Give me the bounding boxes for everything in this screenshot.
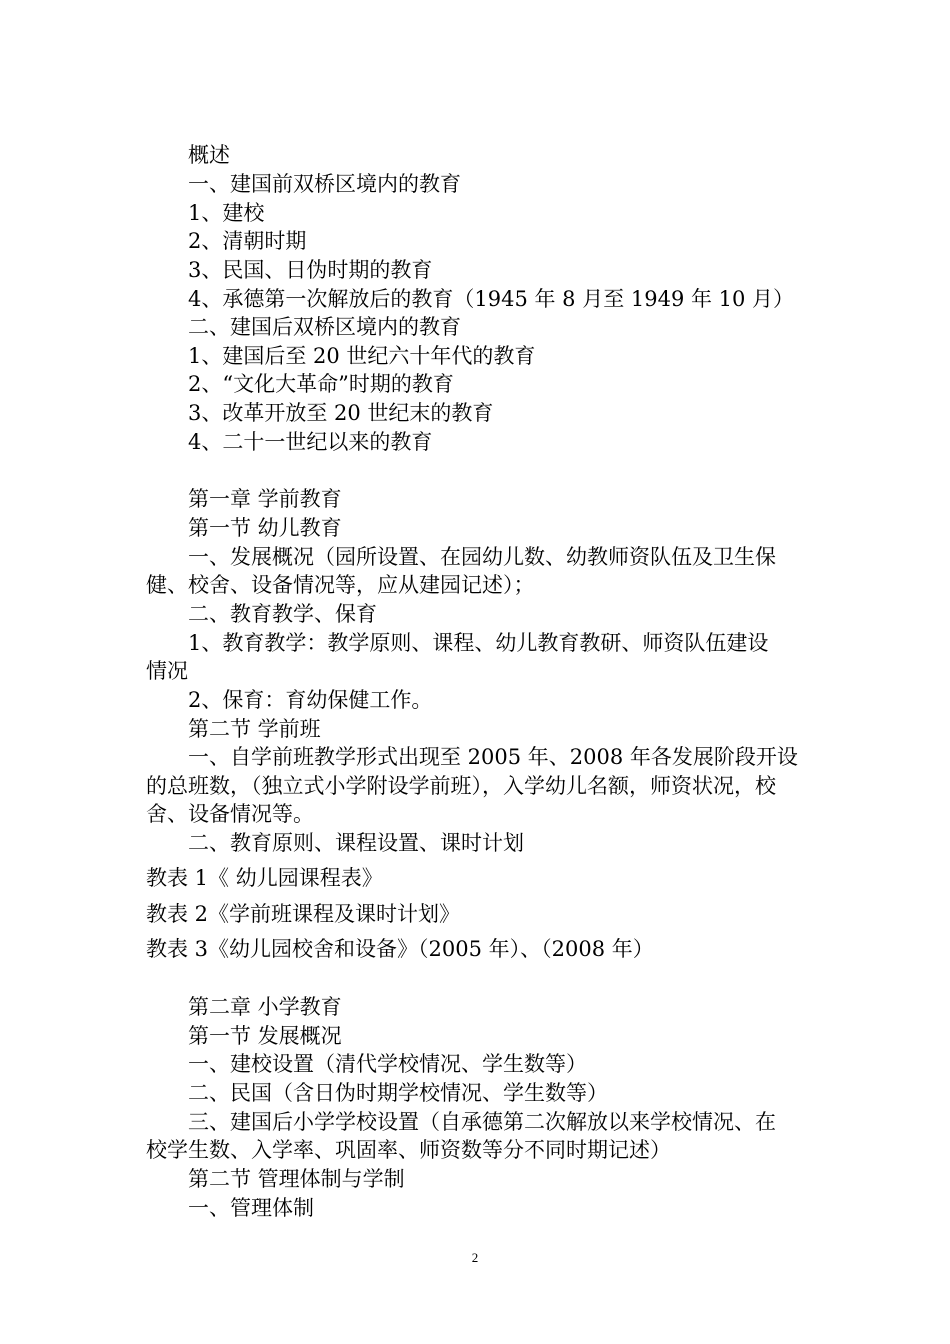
paragraph-line: 二、教育教学、保育 bbox=[188, 602, 377, 626]
outline-line: 2、“文化大革命”时期的教育 bbox=[188, 372, 454, 396]
paragraph-line: 健、校舍、设备情况等，应从建园记述）； bbox=[146, 573, 535, 597]
outline-line: 4、承德第一次解放后的教育（1945 年 8 月至 1949 年 10 月） bbox=[188, 287, 795, 311]
outline-line: 一、建国前双桥区境内的教育 bbox=[188, 172, 461, 196]
paragraph-line: 一、自学前班教学形式出现至 2005 年、2008 年各发展阶段开设 bbox=[188, 745, 798, 769]
table-reference: 教表 3《幼儿园校舍和设备》（2005 年）、（2008 年） bbox=[146, 937, 654, 961]
outline-line: 4、二十一世纪以来的教育 bbox=[188, 430, 433, 454]
outline-heading-overview: 概述 bbox=[188, 143, 230, 167]
outline-line: 1、建校 bbox=[188, 201, 265, 225]
outline-line: 二、建国后双桥区境内的教育 bbox=[188, 315, 461, 339]
section-heading: 第一节 幼儿教育 bbox=[188, 516, 342, 540]
outline-line: 2、清朝时期 bbox=[188, 229, 307, 253]
paragraph-line: 舍、设备情况等。 bbox=[146, 802, 314, 826]
paragraph-line: 一、建校设置（清代学校情况、学生数等） bbox=[188, 1052, 587, 1076]
section-heading: 第一节 发展概况 bbox=[188, 1024, 342, 1048]
chapter-heading: 第二章 小学教育 bbox=[188, 995, 342, 1019]
paragraph-line: 1、教育教学：教学原则、课程、幼儿教育教研、师资队伍建设 bbox=[188, 631, 769, 655]
chapter-heading: 第一章 学前教育 bbox=[188, 487, 342, 511]
paragraph-line: 二、教育原则、课程设置、课时计划 bbox=[188, 831, 524, 855]
section-heading: 第二节 学前班 bbox=[188, 717, 321, 741]
paragraph-line: 一、管理体制 bbox=[188, 1196, 314, 1220]
table-reference: 教表 1《 幼儿园课程表》 bbox=[146, 866, 383, 890]
outline-line: 3、改革开放至 20 世纪末的教育 bbox=[188, 401, 494, 425]
page-number: 2 bbox=[471, 1250, 479, 1265]
outline-line: 3、民国、日伪时期的教育 bbox=[188, 258, 433, 282]
table-reference: 教表 2《学前班课程及课时计划》 bbox=[146, 902, 461, 926]
paragraph-line: 情况 bbox=[146, 659, 188, 683]
paragraph-line: 的总班数，（独立式小学附设学前班），入学幼儿名额，师资状况，校 bbox=[146, 774, 776, 798]
paragraph-line: 二、民国（含日伪时期学校情况、学生数等） bbox=[188, 1081, 608, 1105]
paragraph-line: 一、发展概况（园所设置、在园幼儿数、幼教师资队伍及卫生保 bbox=[188, 545, 776, 569]
paragraph-line: 校学生数、入学率、巩固率、师资数等分不同时期记述） bbox=[146, 1138, 671, 1162]
section-heading: 第二节 管理体制与学制 bbox=[188, 1167, 405, 1191]
paragraph-line: 2、保育：育幼保健工作。 bbox=[188, 688, 433, 712]
paragraph-line: 三、建国后小学学校设置（自承德第二次解放以来学校情况、在 bbox=[188, 1110, 776, 1134]
outline-line: 1、建国后至 20 世纪六十年代的教育 bbox=[188, 344, 536, 368]
